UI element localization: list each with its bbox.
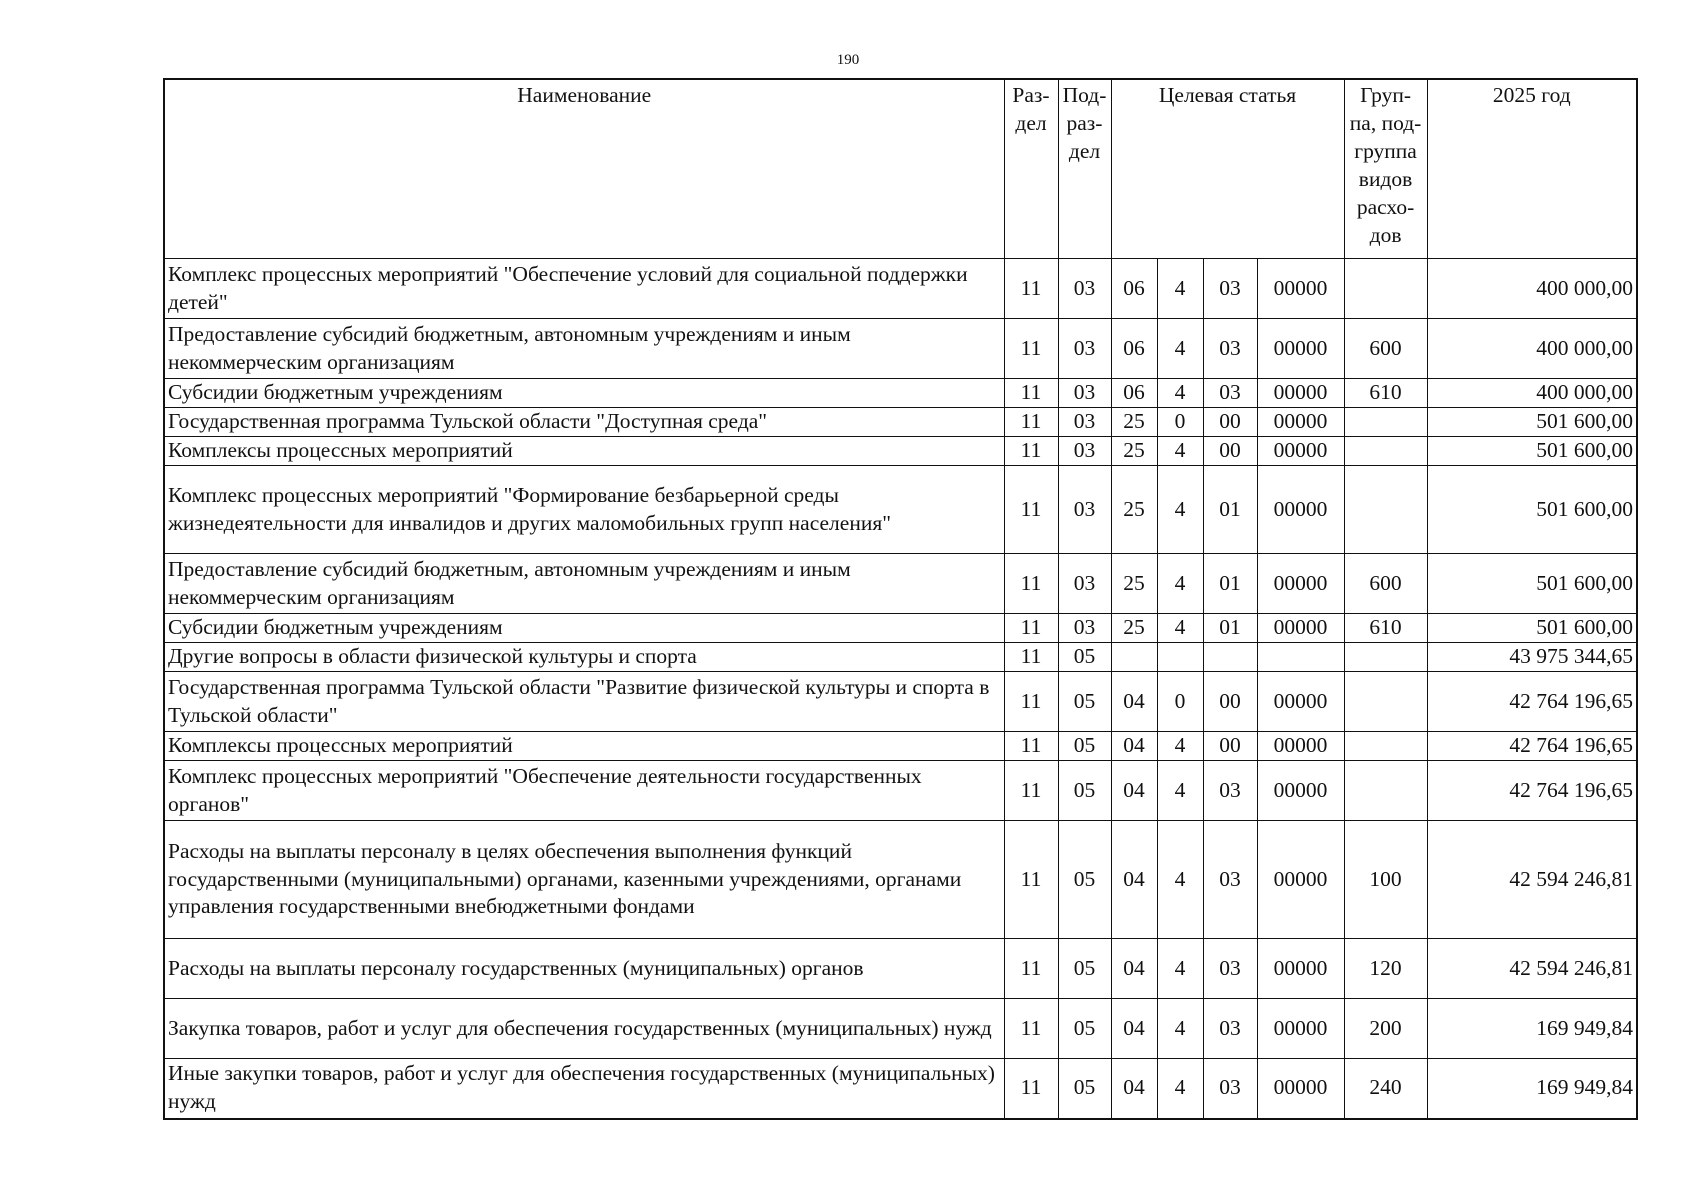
table-row xyxy=(164,821,1637,939)
cell-target-direction: 00000 xyxy=(1257,999,1344,1059)
cell-target-program: 25 xyxy=(1111,408,1157,437)
cell-target-program: 25 xyxy=(1111,614,1157,643)
cell-podrazdel: 05 xyxy=(1058,643,1111,672)
cell-amount-2025: 400 000,00 xyxy=(1427,259,1637,319)
header-podrazdel: Под- раз- дел xyxy=(1058,79,1111,259)
cell-name: Иные закупки товаров, работ и услуг для обеспечения государственных (муниципальных) нужд xyxy=(164,1059,1004,1119)
cell-target-direction: 00000 xyxy=(1257,259,1344,319)
table-row xyxy=(164,554,1637,614)
cell-expense-group: 100 xyxy=(1344,821,1427,939)
table-row xyxy=(164,732,1637,761)
cell-amount-2025: 169 949,84 xyxy=(1427,999,1637,1059)
cell-name: Комплекс процессных мероприятий "Обеспечение условий для социальной поддержки детей" xyxy=(164,259,1004,319)
cell-target-direction xyxy=(1257,643,1344,672)
cell-razdel: 11 xyxy=(1004,259,1058,319)
cell-name: Комплексы процессных мероприятий xyxy=(164,732,1004,761)
cell-target-subprogram: 03 xyxy=(1203,1059,1257,1119)
cell-target-direction: 00000 xyxy=(1257,319,1344,379)
cell-podrazdel: 03 xyxy=(1058,614,1111,643)
cell-amount-2025: 42 764 196,65 xyxy=(1427,672,1637,732)
cell-target-subprogram: 03 xyxy=(1203,319,1257,379)
cell-expense-group xyxy=(1344,672,1427,732)
table-header-row xyxy=(164,79,1637,259)
cell-target-type: 0 xyxy=(1157,672,1203,732)
cell-name: Комплексы процессных мероприятий xyxy=(164,437,1004,466)
cell-amount-2025: 501 600,00 xyxy=(1427,614,1637,643)
table-row xyxy=(164,379,1637,408)
cell-target-type: 0 xyxy=(1157,408,1203,437)
cell-expense-group: 240 xyxy=(1344,1059,1427,1119)
cell-razdel: 11 xyxy=(1004,437,1058,466)
cell-razdel: 11 xyxy=(1004,319,1058,379)
cell-razdel: 11 xyxy=(1004,821,1058,939)
cell-razdel: 11 xyxy=(1004,379,1058,408)
cell-target-direction: 00000 xyxy=(1257,437,1344,466)
cell-expense-group xyxy=(1344,466,1427,554)
cell-target-program: 06 xyxy=(1111,319,1157,379)
cell-razdel: 11 xyxy=(1004,554,1058,614)
cell-name: Государственная программа Тульской области "Доступная среда" xyxy=(164,408,1004,437)
header-razdel: Раз- дел xyxy=(1004,79,1058,259)
cell-target-program: 06 xyxy=(1111,379,1157,408)
cell-podrazdel: 05 xyxy=(1058,999,1111,1059)
header-name: Наименование xyxy=(164,79,1004,259)
cell-target-type: 4 xyxy=(1157,554,1203,614)
cell-target-type: 4 xyxy=(1157,259,1203,319)
cell-target-type: 4 xyxy=(1157,614,1203,643)
cell-razdel: 11 xyxy=(1004,761,1058,821)
cell-name: Закупка товаров, работ и услуг для обеспечения государственных (муниципальных) нужд xyxy=(164,999,1004,1059)
cell-podrazdel: 03 xyxy=(1058,437,1111,466)
cell-target-subprogram: 01 xyxy=(1203,614,1257,643)
cell-target-direction: 00000 xyxy=(1257,379,1344,408)
cell-podrazdel: 05 xyxy=(1058,939,1111,999)
cell-target-subprogram: 03 xyxy=(1203,821,1257,939)
cell-podrazdel: 03 xyxy=(1058,259,1111,319)
cell-target-subprogram: 03 xyxy=(1203,939,1257,999)
cell-amount-2025: 42 594 246,81 xyxy=(1427,939,1637,999)
cell-amount-2025: 400 000,00 xyxy=(1427,379,1637,408)
cell-razdel: 11 xyxy=(1004,732,1058,761)
cell-name: Комплекс процессных мероприятий "Формирование безбарьерной среды жизнедеятельности для инвалидов и других маломобильных групп населения" xyxy=(164,466,1004,554)
cell-podrazdel: 03 xyxy=(1058,379,1111,408)
table-row xyxy=(164,408,1637,437)
cell-target-direction: 00000 xyxy=(1257,554,1344,614)
cell-amount-2025: 501 600,00 xyxy=(1427,437,1637,466)
cell-name: Другие вопросы в области физической культуры и спорта xyxy=(164,643,1004,672)
cell-name: Субсидии бюджетным учреждениям xyxy=(164,379,1004,408)
cell-podrazdel: 05 xyxy=(1058,1059,1111,1119)
cell-target-program: 04 xyxy=(1111,761,1157,821)
cell-target-direction: 00000 xyxy=(1257,939,1344,999)
cell-target-subprogram: 01 xyxy=(1203,554,1257,614)
table-row xyxy=(164,672,1637,732)
table-row xyxy=(164,437,1637,466)
cell-expense-group xyxy=(1344,437,1427,466)
cell-podrazdel: 05 xyxy=(1058,821,1111,939)
table-row xyxy=(164,1059,1637,1119)
cell-target-subprogram: 00 xyxy=(1203,437,1257,466)
cell-target-direction: 00000 xyxy=(1257,408,1344,437)
cell-target-subprogram: 03 xyxy=(1203,259,1257,319)
cell-target-direction: 00000 xyxy=(1257,466,1344,554)
cell-target-type: 4 xyxy=(1157,732,1203,761)
cell-razdel: 11 xyxy=(1004,939,1058,999)
cell-target-type: 4 xyxy=(1157,437,1203,466)
cell-razdel: 11 xyxy=(1004,466,1058,554)
cell-podrazdel: 03 xyxy=(1058,466,1111,554)
cell-target-direction: 00000 xyxy=(1257,732,1344,761)
cell-target-program: 04 xyxy=(1111,821,1157,939)
cell-razdel: 11 xyxy=(1004,1059,1058,1119)
cell-podrazdel: 05 xyxy=(1058,761,1111,821)
cell-amount-2025: 169 949,84 xyxy=(1427,1059,1637,1119)
cell-expense-group: 120 xyxy=(1344,939,1427,999)
cell-name: Расходы на выплаты персоналу государственных (муниципальных) органов xyxy=(164,939,1004,999)
cell-target-subprogram xyxy=(1203,643,1257,672)
cell-amount-2025: 42 594 246,81 xyxy=(1427,821,1637,939)
cell-target-type: 4 xyxy=(1157,319,1203,379)
cell-expense-group: 600 xyxy=(1344,319,1427,379)
cell-target-type: 4 xyxy=(1157,821,1203,939)
cell-expense-group: 610 xyxy=(1344,379,1427,408)
cell-razdel: 11 xyxy=(1004,408,1058,437)
cell-target-program: 04 xyxy=(1111,1059,1157,1119)
table-row xyxy=(164,939,1637,999)
cell-target-program: 25 xyxy=(1111,554,1157,614)
cell-podrazdel: 05 xyxy=(1058,672,1111,732)
cell-podrazdel: 03 xyxy=(1058,319,1111,379)
cell-target-subprogram: 00 xyxy=(1203,408,1257,437)
cell-podrazdel: 03 xyxy=(1058,554,1111,614)
header-gruppa-vidov-rashodov: Груп- па, под- группа видов расхо- дов xyxy=(1344,79,1427,259)
cell-amount-2025: 501 600,00 xyxy=(1427,554,1637,614)
cell-razdel: 11 xyxy=(1004,614,1058,643)
cell-razdel: 11 xyxy=(1004,643,1058,672)
cell-target-direction: 00000 xyxy=(1257,1059,1344,1119)
cell-expense-group: 610 xyxy=(1344,614,1427,643)
cell-target-program: 06 xyxy=(1111,259,1157,319)
cell-name: Предоставление субсидий бюджетным, автономным учреждениям и иным некоммерческим организациям xyxy=(164,319,1004,379)
table-row xyxy=(164,999,1637,1059)
cell-target-subprogram: 03 xyxy=(1203,379,1257,408)
cell-target-program: 04 xyxy=(1111,939,1157,999)
header-year: 2025 год xyxy=(1427,79,1637,259)
table-row xyxy=(164,614,1637,643)
cell-expense-group xyxy=(1344,259,1427,319)
cell-expense-group: 600 xyxy=(1344,554,1427,614)
cell-target-subprogram: 03 xyxy=(1203,999,1257,1059)
cell-podrazdel: 05 xyxy=(1058,732,1111,761)
cell-name: Субсидии бюджетным учреждениям xyxy=(164,614,1004,643)
table-row xyxy=(164,259,1637,319)
table-row xyxy=(164,466,1637,554)
cell-target-program: 25 xyxy=(1111,437,1157,466)
cell-amount-2025: 43 975 344,65 xyxy=(1427,643,1637,672)
budget-table xyxy=(163,78,1638,1120)
cell-expense-group xyxy=(1344,732,1427,761)
cell-target-program: 04 xyxy=(1111,672,1157,732)
cell-amount-2025: 42 764 196,65 xyxy=(1427,761,1637,821)
cell-target-type: 4 xyxy=(1157,761,1203,821)
cell-expense-group xyxy=(1344,761,1427,821)
cell-target-subprogram: 00 xyxy=(1203,672,1257,732)
cell-target-program: 04 xyxy=(1111,999,1157,1059)
cell-target-type: 4 xyxy=(1157,379,1203,408)
cell-amount-2025: 400 000,00 xyxy=(1427,319,1637,379)
header-celevaya-statya: Целевая статья xyxy=(1111,79,1344,259)
cell-amount-2025: 501 600,00 xyxy=(1427,408,1637,437)
cell-target-program: 25 xyxy=(1111,466,1157,554)
cell-name: Комплекс процессных мероприятий "Обеспечение деятельности государственных органов" xyxy=(164,761,1004,821)
cell-podrazdel: 03 xyxy=(1058,408,1111,437)
page-number: 190 xyxy=(836,52,860,68)
cell-target-subprogram: 03 xyxy=(1203,761,1257,821)
cell-target-program: 04 xyxy=(1111,732,1157,761)
cell-target-type xyxy=(1157,643,1203,672)
cell-target-program xyxy=(1111,643,1157,672)
cell-expense-group xyxy=(1344,643,1427,672)
cell-amount-2025: 42 764 196,65 xyxy=(1427,732,1637,761)
table-row xyxy=(164,761,1637,821)
cell-target-type: 4 xyxy=(1157,1059,1203,1119)
cell-target-direction: 00000 xyxy=(1257,672,1344,732)
table-row xyxy=(164,643,1637,672)
cell-expense-group xyxy=(1344,408,1427,437)
cell-target-subprogram: 00 xyxy=(1203,732,1257,761)
cell-target-direction: 00000 xyxy=(1257,821,1344,939)
cell-target-type: 4 xyxy=(1157,466,1203,554)
cell-razdel: 11 xyxy=(1004,999,1058,1059)
cell-target-direction: 00000 xyxy=(1257,761,1344,821)
cell-target-type: 4 xyxy=(1157,939,1203,999)
table-row xyxy=(164,319,1637,379)
cell-target-direction: 00000 xyxy=(1257,614,1344,643)
cell-target-subprogram: 01 xyxy=(1203,466,1257,554)
cell-target-type: 4 xyxy=(1157,999,1203,1059)
cell-name: Государственная программа Тульской области "Развитие физической культуры и спорта в Тульской области" xyxy=(164,672,1004,732)
cell-name: Расходы на выплаты персоналу в целях обеспечения выполнения функций государственными (муниципальными) органами, казенными учреждениями, органами управления государственными внебюджетными фондами xyxy=(164,821,1004,939)
cell-razdel: 11 xyxy=(1004,672,1058,732)
cell-amount-2025: 501 600,00 xyxy=(1427,466,1637,554)
cell-name: Предоставление субсидий бюджетным, автономным учреждениям и иным некоммерческим организациям xyxy=(164,554,1004,614)
cell-expense-group: 200 xyxy=(1344,999,1427,1059)
